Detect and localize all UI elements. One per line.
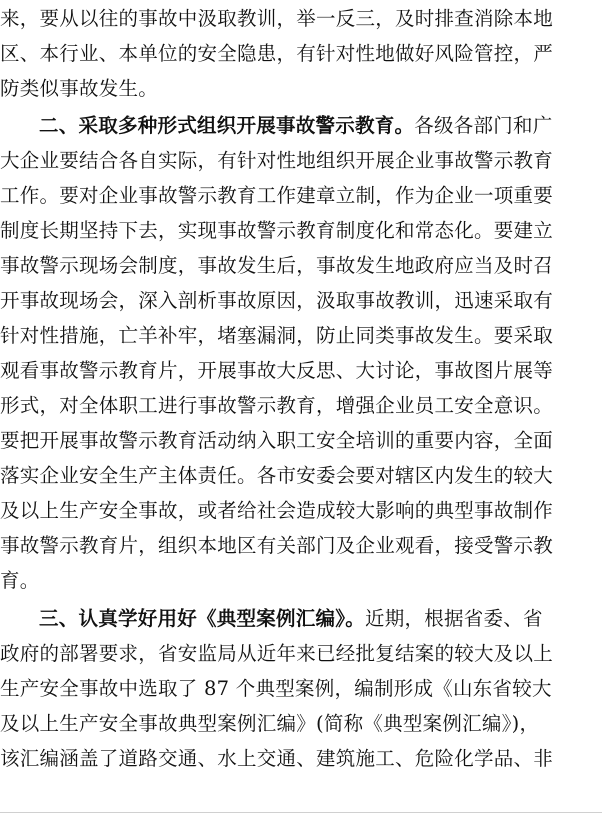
line-text: 形式，对全体职工进行事故警示教育，增强企业员工安全意识。 <box>0 394 554 417</box>
text-line <box>0 3 553 35</box>
line-text: 政府的部署要求，省安监局从近年来已经批复结案的较大及以上 <box>0 642 554 665</box>
text-line <box>0 38 553 70</box>
text-line <box>0 355 553 387</box>
line-text: 观看事故警示教育片，开展事故大反思、大讨论，事故图片展等 <box>0 359 554 382</box>
line-text: 来，要从以往的事故中汲取教训，举一反三，及时排查消除本地 <box>0 7 554 30</box>
text-line <box>0 565 40 597</box>
line-text: 区、本行业、本单位的安全隐患，有针对性地做好风险管控，严 <box>0 42 554 65</box>
line-text: 工作。要对企业事故警示教育工作建章立制，作为企业一项重要 <box>0 184 554 207</box>
line-text: 事故警示现场会制度，事故发生后，事故发生地政府应当及时召 <box>0 254 554 277</box>
section-heading-line <box>39 603 543 635</box>
text-line <box>0 320 553 352</box>
line-text: 生产安全事故中选取了 87 个典型案例，编制形成《山东省较大 <box>0 677 552 700</box>
text-line <box>0 390 553 422</box>
line-text: 针对性措施，亡羊补牢，堵塞漏洞，防止同类事故发生。要采取 <box>0 324 554 347</box>
line-text: 及以上生产安全事故，或者给社会造成较大影响的典型事故制作 <box>0 499 554 522</box>
text-line <box>0 530 553 562</box>
line-text: 近期，根据省委、省 <box>365 607 543 630</box>
text-line <box>0 673 552 705</box>
text-line <box>0 250 553 282</box>
line-text: 及以上生产安全事故典型案例汇编》(简称《典型案例汇编》)， <box>0 712 540 735</box>
text-line <box>0 638 553 670</box>
section-heading: 三、认真学好用好《典型案例汇编》。 <box>39 607 366 630</box>
line-text: 事故警示教育片，组织本地区有关部门及企业观看，接受警示教 <box>0 534 554 557</box>
line-text: 要把开展事故警示教育活动纳入职工安全培训的重要内容，全面 <box>0 429 554 452</box>
line-text: 落实企业安全生产主体责任。各市安委会要对辖区内发生的较大 <box>0 464 554 487</box>
text-line <box>0 145 553 177</box>
text-line <box>0 285 553 317</box>
page-edge-divider <box>0 812 602 813</box>
line-text: 大企业要结合各自实际，有针对性地组织开展企业事故警示教育 <box>0 149 554 172</box>
text-line <box>0 743 553 775</box>
line-text: 开事故现场会，深入剖析事故原因，汲取事故教训，迅速采取有 <box>0 289 554 312</box>
text-line <box>0 73 158 105</box>
section-heading: 二、采取多种形式组织开展事故警示教育。 <box>39 114 415 137</box>
line-text: 各级各部门和广 <box>414 114 553 137</box>
line-text: 制度长期坚持下去，实现事故警示教育制度化和常态化。要建立 <box>0 219 554 242</box>
text-line <box>0 215 553 247</box>
line-text: 防类似事故发生。 <box>0 77 159 100</box>
section-heading-line <box>39 110 553 142</box>
text-line <box>0 708 539 740</box>
text-line <box>0 495 553 527</box>
text-line <box>0 425 553 457</box>
line-text: 育。 <box>0 569 40 592</box>
line-text: 该汇编涵盖了道路交通、水上交通、建筑施工、危险化学品、非 <box>0 747 554 770</box>
text-line <box>0 180 553 212</box>
text-line <box>0 460 553 492</box>
